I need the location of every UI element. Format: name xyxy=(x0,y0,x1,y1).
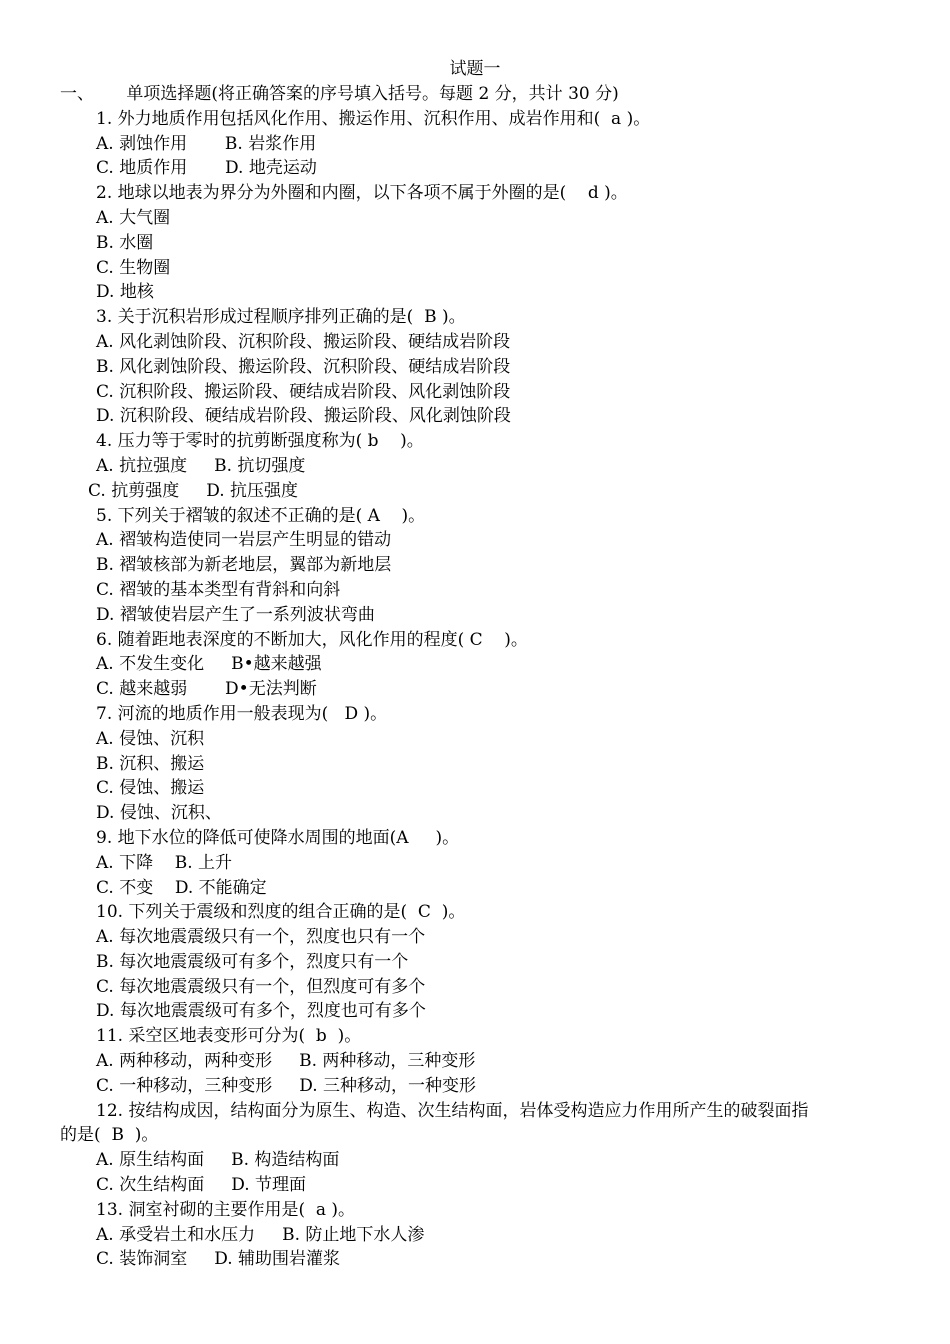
answer-options: D. 沉积阶段、硬结成岩阶段、搬运阶段、风化剥蚀阶段 xyxy=(96,406,511,427)
question-text: 7. 河流的地质作用一般表现为( D )。 xyxy=(96,703,388,724)
answer-options: A. 下降 B. 上升 xyxy=(96,852,232,873)
answer-options: C. 装饰洞室 D. 辅助围岩灌浆 xyxy=(96,1249,341,1270)
question-text: 3. 关于沉积岩形成过程顺序排列正确的是( B )。 xyxy=(96,307,466,328)
question-list xyxy=(0,82,950,1272)
answer-options: D. 地核 xyxy=(96,282,154,303)
page-title: 试题一 xyxy=(449,59,501,79)
answer-options: C. 沉积阶段、搬运阶段、硬结成岩阶段、风化剥蚀阶段 xyxy=(96,381,511,402)
question-text: 10. 下列关于震级和烈度的组合正确的是( C )。 xyxy=(96,902,466,923)
question-text: 5. 下列关于褶皱的叙述不正确的是( A )。 xyxy=(96,505,426,526)
answer-options: D. 侵蚀、沉积、 xyxy=(96,803,222,824)
answer-options: A. 抗拉强度 B. 抗切强度 xyxy=(96,455,306,476)
question-text: 9. 地下水位的降低可使降水周围的地面(A )。 xyxy=(96,827,460,848)
answer-options: C. 每次地震震级只有一个，但烈度可有多个 xyxy=(96,976,426,997)
answer-options: A. 不发生变化 B•越来越强 xyxy=(96,654,322,675)
answer-options: A. 褶皱构造使同一岩层产生明显的错动 xyxy=(96,530,392,551)
question-text: 4. 压力等于零时的抗剪断强度称为( b )。 xyxy=(96,431,424,452)
answer-options: B. 每次地震震级可有多个，烈度只有一个 xyxy=(96,951,409,972)
answer-options: C. 地质作用 D. 地壳运动 xyxy=(96,158,317,179)
question-text: 11. 采空区地表变形可分为( b )。 xyxy=(96,1026,362,1047)
answer-options: C. 一种移动，三种变形 D. 三种移动，一种变形 xyxy=(96,1075,477,1096)
question-text: 13. 洞室衬砌的主要作用是( a )。 xyxy=(96,1199,356,1220)
answer-options: A. 原生结构面 B. 构造结构面 xyxy=(96,1150,340,1171)
answer-options: A. 风化剥蚀阶段、沉积阶段、搬运阶段、硬结成岩阶段 xyxy=(96,331,511,352)
answer-options: C. 不变 D. 不能确定 xyxy=(96,877,267,898)
section-heading: 一、 单项选择题(将正确答案的序号填入括号。每题 2 分，共计 30 分) xyxy=(60,84,619,104)
answer-options: A. 剥蚀作用 B. 岩浆作用 xyxy=(96,133,317,154)
answer-options: D. 褶皱使岩层产生了一系列波状弯曲 xyxy=(96,604,375,625)
question-text: 1. 外力地质作用包括风化作用、搬运作用、沉积作用、成岩作用和( a )。 xyxy=(96,108,651,129)
answer-options: A. 侵蚀、沉积 xyxy=(96,728,205,749)
answer-options: A. 每次地震震级只有一个，烈度也只有一个 xyxy=(96,927,426,948)
answer-options: C. 侵蚀、搬运 xyxy=(96,778,205,799)
answer-options: C. 褶皱的基本类型有背斜和向斜 xyxy=(96,579,341,600)
question-text: 12. 按结构成因，结构面分为原生、构造、次生结构面，岩体受构造应力作用所产生的破裂面指 xyxy=(96,1100,809,1121)
answer-options: C. 次生结构面 D. 节理面 xyxy=(96,1175,307,1196)
answer-options: C. 抗剪强度 D. 抗压强度 xyxy=(88,480,299,501)
answer-options: A. 大气圈 xyxy=(96,207,171,228)
answer-options: B. 风化剥蚀阶段、搬运阶段、沉积阶段、硬结成岩阶段 xyxy=(96,356,511,377)
answer-options: B. 沉积、搬运 xyxy=(96,753,205,774)
answer-options: A. 两种移动，两种变形 B. 两种移动，三种变形 xyxy=(96,1051,476,1072)
answer-options: B. 褶皱核部为新老地层，翼部为新地层 xyxy=(96,555,392,576)
answer-options: B. 水圈 xyxy=(96,232,154,253)
question-continuation: 的是( B )。 xyxy=(60,1125,159,1146)
answer-options: A. 承受岩土和水压力 B. 防止地下水人渗 xyxy=(96,1224,425,1245)
answer-options: C. 生物圈 xyxy=(96,257,171,278)
answer-options: C. 越来越弱 D•无法判断 xyxy=(96,679,317,700)
question-text: 2. 地球以地表为界分为外圈和内圈，以下各项不属于外圈的是( d )。 xyxy=(96,183,628,204)
question-text: 6. 随着距地表深度的不断加大，风化作用的程度( C )。 xyxy=(96,629,528,650)
answer-options: D. 每次地震震级可有多个，烈度也可有多个 xyxy=(96,1001,426,1022)
